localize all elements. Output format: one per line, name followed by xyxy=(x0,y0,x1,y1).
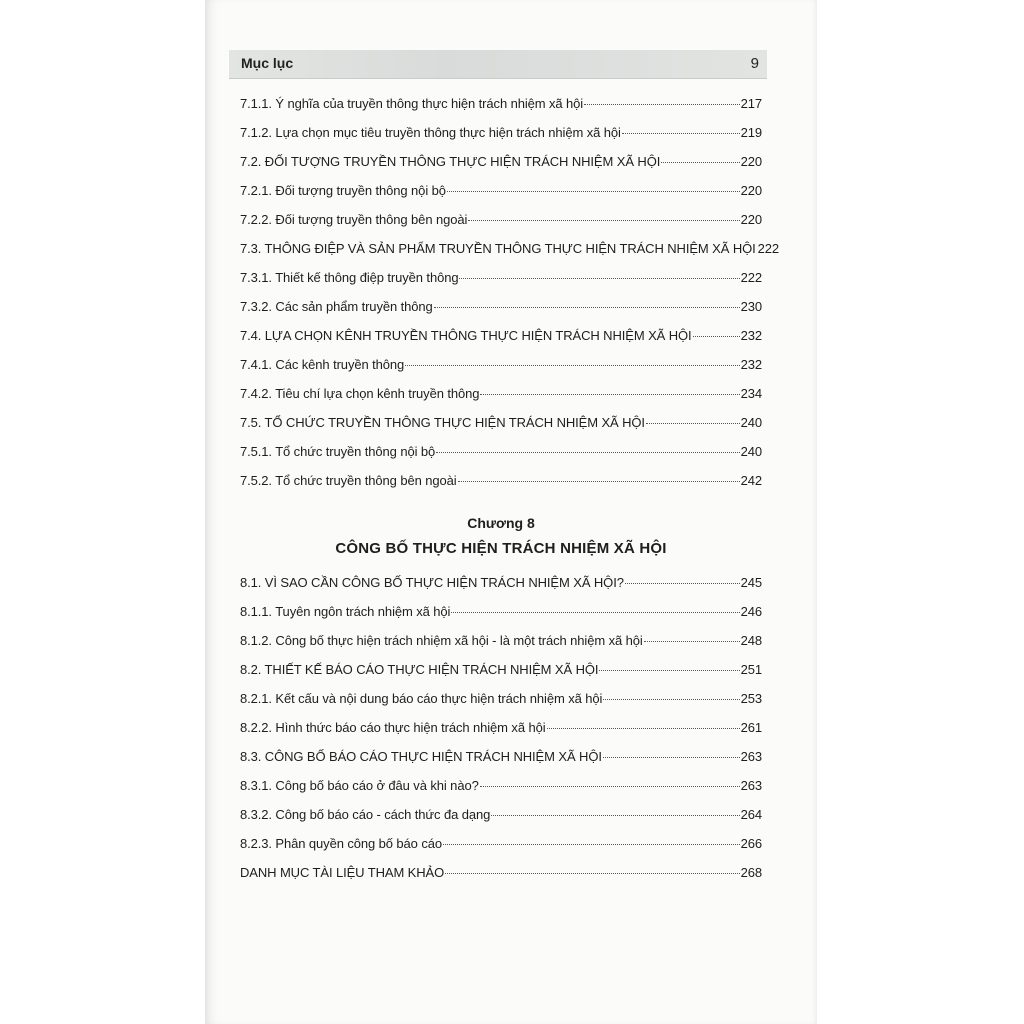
toc-entry-label: 8.2.3. Phân quyền công bố báo cáo xyxy=(240,836,442,851)
chapter-title: CÔNG BỐ THỰC HIỆN TRÁCH NHIỆM XÃ HỘI xyxy=(335,540,667,557)
dot-leader xyxy=(447,191,740,192)
toc-entry-label: 7.2. ĐỐI TƯỢNG TRUYỀN THÔNG THỰC HIỆN TRÁCH NHIỆM XÃ HỘI xyxy=(240,154,661,169)
toc-entry-page: 234 xyxy=(740,386,762,401)
toc-entry xyxy=(240,183,762,212)
dot-leader xyxy=(451,612,739,613)
dot-leader xyxy=(491,815,739,816)
toc-entry-page: 263 xyxy=(740,778,762,793)
toc-entry xyxy=(240,778,762,807)
table-of-contents-chapter-8 xyxy=(240,575,762,894)
toc-entry xyxy=(240,662,762,691)
toc-entry-page: 264 xyxy=(740,807,762,822)
toc-entry-label: 8.2.1. Kết cấu và nội dung báo cáo thực hiện trách nhiệm xã hội xyxy=(240,691,603,706)
toc-entry xyxy=(240,212,762,241)
dot-leader xyxy=(405,365,739,366)
toc-entry-label: 7.1.2. Lựa chọn mục tiêu truyền thông thực hiện trách nhiệm xã hội xyxy=(240,125,621,140)
toc-entry-page: 232 xyxy=(740,328,762,343)
dot-leader xyxy=(603,757,740,758)
table-of-contents-chapter-7 xyxy=(240,96,780,502)
toc-entry xyxy=(240,749,762,778)
toc-entry-label: 8.2. THIẾT KẾ BÁO CÁO THỰC HIỆN TRÁCH NHIỆM XÃ HỘI xyxy=(240,662,599,677)
toc-entry-label: 7.5. TỔ CHỨC TRUYỀN THÔNG THỰC HIỆN TRÁCH NHIỆM XÃ HỘI xyxy=(240,415,645,430)
toc-entry-label: DANH MỤC TÀI LIỆU THAM KHẢO xyxy=(240,865,445,880)
toc-entry xyxy=(240,444,762,473)
toc-entry-label: 7.2.1. Đối tượng truyền thông nội bộ xyxy=(240,183,446,198)
toc-entry-label: 8.1.1. Tuyên ngôn trách nhiệm xã hội xyxy=(240,604,451,619)
dot-leader xyxy=(693,336,740,337)
dot-leader xyxy=(584,104,740,105)
dot-leader xyxy=(480,786,740,787)
toc-entry-page: 261 xyxy=(740,720,762,735)
toc-entry-page: 253 xyxy=(740,691,762,706)
toc-entry-label: 7.5.2. Tổ chức truyền thông bên ngoài xyxy=(240,473,457,488)
toc-entry-label: 8.3.1. Công bố báo cáo ở đâu và khi nào? xyxy=(240,778,479,793)
dot-leader xyxy=(547,728,740,729)
dot-leader xyxy=(661,162,739,163)
toc-entry-page: 268 xyxy=(740,865,762,880)
toc-entry xyxy=(240,807,762,836)
dot-leader xyxy=(599,670,739,671)
dot-leader xyxy=(646,423,740,424)
toc-entry-label: 8.3.2. Công bố báo cáo - cách thức đa dạng xyxy=(240,807,491,822)
toc-entry xyxy=(240,386,762,415)
dot-leader xyxy=(434,307,740,308)
running-header xyxy=(229,50,767,79)
toc-entry xyxy=(240,575,762,604)
toc-entry-page: 263 xyxy=(740,749,762,764)
toc-entry-label: 8.1.2. Công bố thực hiện trách nhiệm xã hội - là một trách nhiệm xã hội xyxy=(240,633,643,648)
toc-entry-label: 7.4. LỰA CHỌN KÊNH TRUYỀN THÔNG THỰC HIỆN TRÁCH NHIỆM XÃ HỘI xyxy=(240,328,692,343)
toc-entry xyxy=(240,473,762,502)
toc-entry-label: 7.3.2. Các sản phẩm truyền thông xyxy=(240,299,433,314)
dot-leader xyxy=(458,481,740,482)
dot-leader xyxy=(480,394,739,395)
toc-entry-page: 251 xyxy=(740,662,762,677)
dot-leader xyxy=(468,220,739,221)
dot-leader xyxy=(436,452,739,453)
toc-entry-label: 7.3. THÔNG ĐIỆP VÀ SẢN PHẨM TRUYỀN THÔNG THỰC HIỆN TRÁCH NHIỆM XÃ HỘI xyxy=(240,241,756,256)
toc-entry-page: 219 xyxy=(740,125,762,140)
toc-entry-page: 230 xyxy=(740,299,762,314)
header-title: Mục lục xyxy=(241,55,294,71)
toc-entry-label: 8.1. VÌ SAO CẦN CÔNG BỐ THỰC HIỆN TRÁCH NHIỆM XÃ HỘI? xyxy=(240,575,624,590)
toc-entry-label: 7.4.2. Tiêu chí lựa chọn kênh truyền thông xyxy=(240,386,480,401)
toc-entry xyxy=(240,720,762,749)
toc-entry-page: 242 xyxy=(740,473,762,488)
dot-leader xyxy=(459,278,739,279)
toc-entry xyxy=(240,633,762,662)
toc-entry-page: 248 xyxy=(740,633,762,648)
toc-entry-page: 266 xyxy=(740,836,762,851)
toc-entry xyxy=(240,865,762,894)
toc-entry-page: 222 xyxy=(740,270,762,285)
toc-entry-page: 220 xyxy=(740,212,762,227)
toc-entry-page: 220 xyxy=(740,154,762,169)
toc-entry xyxy=(240,604,762,633)
toc-entry-page: 245 xyxy=(740,575,762,590)
toc-entry-label: 7.5.1. Tổ chức truyền thông nội bộ xyxy=(240,444,436,459)
toc-entry xyxy=(240,328,762,357)
toc-entry xyxy=(240,415,762,444)
dot-leader xyxy=(603,699,739,700)
toc-entry-label: 8.3. CÔNG BỐ BÁO CÁO THỰC HIỆN TRÁCH NHIỆM XÃ HỘI xyxy=(240,749,602,764)
toc-entry xyxy=(240,125,762,154)
dot-leader xyxy=(622,133,740,134)
toc-entry-label: 8.2.2. Hình thức báo cáo thực hiện trách nhiệm xã hội xyxy=(240,720,546,735)
toc-entry-page: 246 xyxy=(740,604,762,619)
dot-leader xyxy=(443,844,740,845)
toc-entry xyxy=(240,357,762,386)
dot-leader xyxy=(644,641,740,642)
header-page-number: 9 xyxy=(750,55,759,72)
toc-entry-label: 7.2.2. Đối tượng truyền thông bên ngoài xyxy=(240,212,468,227)
dot-leader xyxy=(445,873,739,874)
toc-entry-page: 240 xyxy=(740,444,762,459)
chapter-number: Chương 8 xyxy=(467,515,535,531)
toc-entry-page: 232 xyxy=(740,357,762,372)
toc-entry-label: 7.3.1. Thiết kế thông điệp truyền thông xyxy=(240,270,459,285)
toc-entry xyxy=(240,154,762,183)
toc-entry xyxy=(240,96,762,125)
toc-entry xyxy=(240,691,762,720)
toc-entry-page: 240 xyxy=(740,415,762,430)
toc-entry xyxy=(240,836,762,865)
toc-entry-page: 217 xyxy=(740,96,762,111)
dot-leader xyxy=(625,583,740,584)
toc-entry-page: 220 xyxy=(740,183,762,198)
toc-entry-label: 7.4.1. Các kênh truyền thông xyxy=(240,357,405,372)
toc-entry-page: 222 xyxy=(757,241,780,256)
toc-entry xyxy=(240,270,762,299)
toc-entry-label: 7.1.1. Ý nghĩa của truyền thông thực hiện trách nhiệm xã hội xyxy=(240,96,584,111)
toc-entry xyxy=(240,299,762,328)
toc-entry xyxy=(240,241,780,270)
